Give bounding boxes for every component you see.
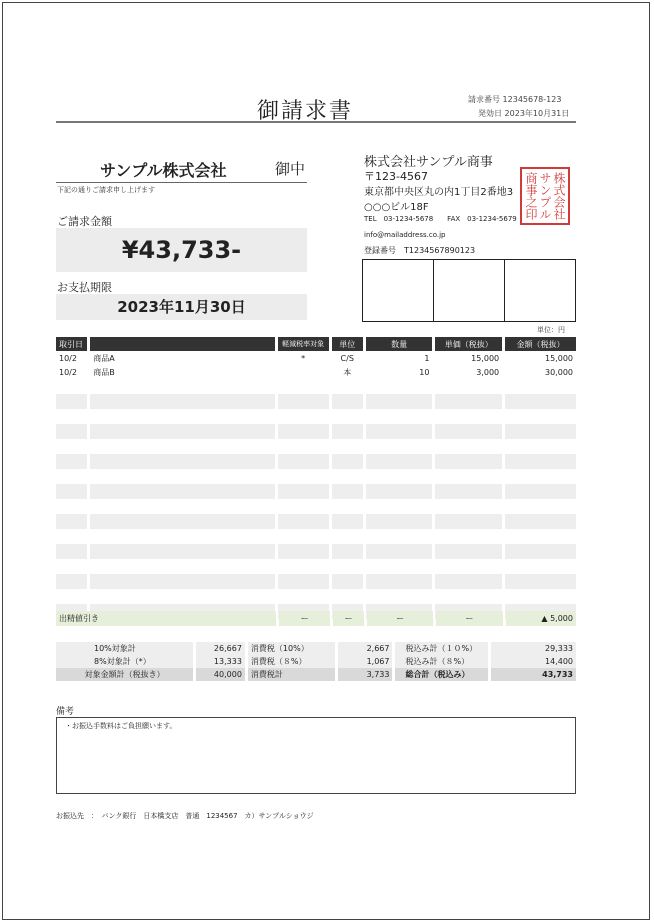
summary-label: 8%対象計（*） bbox=[56, 655, 193, 668]
due-label: お支払期限 bbox=[57, 281, 112, 294]
cell-amount: 30,000 bbox=[545, 367, 573, 377]
issue-date-label: 発効日 bbox=[478, 109, 502, 118]
empty-cell bbox=[56, 424, 87, 439]
invoice-number bbox=[468, 94, 561, 105]
empty-cell bbox=[332, 454, 363, 469]
empty-table-row bbox=[56, 394, 576, 409]
col-header-reduced-tax: 軽減税率対象 bbox=[278, 337, 329, 351]
discount-amount: ▲ 5,000 bbox=[506, 611, 576, 626]
blank-rows bbox=[56, 379, 576, 619]
empty-cell bbox=[56, 514, 87, 529]
bank-transfer-info: お振込先 ： バンク銀行 日本橋支店 普通 1234567 カ）サンプルショウジ bbox=[56, 812, 314, 820]
spacer-cell bbox=[505, 499, 576, 514]
spacer-cell bbox=[278, 559, 329, 574]
spacer-cell bbox=[366, 469, 433, 484]
empty-cell bbox=[90, 394, 274, 409]
spacer-cell bbox=[366, 499, 433, 514]
empty-cell bbox=[278, 574, 329, 589]
header-divider bbox=[56, 121, 576, 123]
empty-cell bbox=[435, 454, 502, 469]
spacer-row bbox=[56, 559, 576, 574]
summary-row bbox=[56, 655, 576, 668]
summary-label: 消費税（８%） bbox=[248, 655, 335, 668]
spacer-row bbox=[56, 529, 576, 544]
cell-unit: C/S bbox=[340, 353, 354, 363]
items-header-row bbox=[56, 337, 576, 351]
grand-total-label: 総合計（税込み） bbox=[395, 668, 488, 681]
issuer-email: info@mailaddress.co.jp bbox=[364, 231, 446, 239]
col-header-unit-price: 単価（税抜） bbox=[435, 337, 502, 351]
empty-table-row bbox=[56, 514, 576, 529]
approval-stamp-boxes bbox=[362, 259, 576, 322]
spacer-cell bbox=[505, 559, 576, 574]
empty-cell bbox=[332, 394, 363, 409]
empty-cell bbox=[505, 484, 576, 499]
cell-item: 商品B bbox=[93, 367, 115, 377]
empty-cell bbox=[278, 424, 329, 439]
spacer-cell bbox=[278, 529, 329, 544]
spacer-cell bbox=[366, 379, 433, 394]
spacer-cell bbox=[505, 529, 576, 544]
cell-unit-price: 3,000 bbox=[476, 367, 500, 377]
empty-cell bbox=[56, 544, 87, 559]
spacer-cell bbox=[435, 409, 502, 424]
spacer-cell bbox=[332, 499, 363, 514]
spacer-cell bbox=[332, 439, 363, 454]
spacer-cell bbox=[435, 469, 502, 484]
client-honorific: 御中 bbox=[275, 160, 306, 178]
summary-value: 13,333 bbox=[196, 655, 245, 668]
discount-dash: ー bbox=[279, 611, 330, 626]
empty-cell bbox=[278, 544, 329, 559]
empty-cell bbox=[90, 484, 274, 499]
spacer-cell bbox=[332, 379, 363, 394]
discount-table-row bbox=[56, 611, 576, 626]
spacer-cell bbox=[90, 439, 274, 454]
cell-date: 10/2 bbox=[59, 367, 77, 377]
summary-label: 税込み計（８%） bbox=[395, 655, 488, 668]
issuer-name: 株式会社サンプル商事 bbox=[364, 155, 493, 170]
empty-cell bbox=[505, 544, 576, 559]
spacer-cell bbox=[435, 559, 502, 574]
spacer-row bbox=[56, 409, 576, 424]
document-title: 御請求書 bbox=[257, 99, 354, 124]
empty-cell bbox=[90, 544, 274, 559]
col-header-unit: 単位 bbox=[332, 337, 363, 351]
remarks-text: ・お振込手数料はご負担願います。 bbox=[65, 722, 177, 730]
amount-label: ご請求金額 bbox=[57, 215, 112, 228]
spacer-cell bbox=[435, 379, 502, 394]
table-row bbox=[56, 351, 576, 365]
discount-label: 出精値引き bbox=[56, 611, 276, 626]
summary-label: 消費税計 bbox=[248, 668, 335, 681]
due-date: 2023年11月30日 bbox=[56, 294, 307, 320]
empty-cell bbox=[366, 424, 433, 439]
invoice-amount: ¥43,733- bbox=[56, 228, 307, 272]
spacer-cell bbox=[332, 469, 363, 484]
empty-cell bbox=[332, 544, 363, 559]
remarks-box bbox=[56, 717, 576, 794]
spacer-cell bbox=[56, 409, 87, 424]
empty-cell bbox=[505, 514, 576, 529]
discount-dash: ー bbox=[436, 611, 502, 626]
spacer-cell bbox=[366, 439, 433, 454]
empty-cell bbox=[366, 484, 433, 499]
spacer-row bbox=[56, 499, 576, 514]
empty-table-row bbox=[56, 544, 576, 559]
empty-cell bbox=[332, 424, 363, 439]
issuer-tel-fax: TEL 03-1234-5678 FAX 03-1234-5679 bbox=[364, 215, 517, 223]
client-underline bbox=[56, 182, 307, 183]
discount-dash: ー bbox=[367, 611, 433, 626]
summary-label: 対象金額計（税抜き） bbox=[56, 668, 193, 681]
spacer-cell bbox=[90, 409, 274, 424]
spacer-row bbox=[56, 589, 576, 604]
empty-cell bbox=[366, 394, 433, 409]
spacer-row bbox=[56, 439, 576, 454]
empty-cell bbox=[90, 514, 274, 529]
approval-box bbox=[434, 260, 505, 321]
empty-cell bbox=[435, 394, 502, 409]
spacer-cell bbox=[90, 529, 274, 544]
spacer-cell bbox=[435, 439, 502, 454]
remarks-label: 備考 bbox=[56, 707, 75, 717]
spacer-cell bbox=[278, 409, 329, 424]
seal-text-1: 株式会社 bbox=[552, 172, 566, 220]
cell-unit-price: 15,000 bbox=[471, 353, 500, 363]
spacer-cell bbox=[90, 379, 274, 394]
empty-table-row bbox=[56, 454, 576, 469]
cell-reduced-tax: * bbox=[301, 353, 306, 363]
spacer-cell bbox=[332, 559, 363, 574]
empty-table-row bbox=[56, 424, 576, 439]
spacer-cell bbox=[366, 529, 433, 544]
empty-cell bbox=[56, 454, 87, 469]
spacer-cell bbox=[56, 589, 87, 604]
tax-summary-table bbox=[53, 642, 579, 681]
empty-cell bbox=[278, 394, 329, 409]
spacer-row bbox=[56, 379, 576, 394]
issuer-registration: 登録番号 T1234567890123 bbox=[364, 246, 476, 255]
col-header-date: 取引日 bbox=[56, 337, 87, 351]
empty-cell bbox=[435, 544, 502, 559]
issuer-address: 東京都中央区丸の内1丁目2番地3 bbox=[364, 187, 514, 198]
empty-cell bbox=[505, 394, 576, 409]
company-seal-stamp bbox=[520, 167, 570, 225]
cell-unit: 本 bbox=[343, 367, 352, 377]
empty-cell bbox=[435, 574, 502, 589]
summary-value: 3,733 bbox=[338, 668, 393, 681]
summary-value: 1,067 bbox=[338, 655, 393, 668]
cell-reduced-tax bbox=[278, 365, 329, 379]
empty-cell bbox=[90, 454, 274, 469]
cell-item: 商品A bbox=[93, 353, 115, 363]
summary-value: 14,400 bbox=[491, 655, 576, 668]
empty-cell bbox=[505, 454, 576, 469]
empty-cell bbox=[332, 574, 363, 589]
issuer-building: ○○○ビル18F bbox=[364, 202, 429, 213]
spacer-cell bbox=[505, 379, 576, 394]
empty-table-row bbox=[56, 484, 576, 499]
empty-cell bbox=[435, 514, 502, 529]
cell-quantity: 1 bbox=[424, 353, 430, 363]
spacer-cell bbox=[90, 559, 274, 574]
spacer-cell bbox=[332, 529, 363, 544]
spacer-cell bbox=[56, 559, 87, 574]
discount-row bbox=[53, 611, 579, 626]
spacer-cell bbox=[332, 409, 363, 424]
cell-date: 10/2 bbox=[59, 353, 77, 363]
spacer-cell bbox=[278, 379, 329, 394]
summary-label: 税込み計（１０%） bbox=[395, 642, 488, 655]
spacer-cell bbox=[505, 469, 576, 484]
empty-cell bbox=[278, 454, 329, 469]
summary-label: 10%対象計 bbox=[56, 642, 193, 655]
col-header-item bbox=[90, 337, 274, 351]
summary-value: 29,333 bbox=[491, 642, 576, 655]
issue-date-value: 2023年10月31日 bbox=[504, 109, 570, 118]
spacer-cell bbox=[278, 499, 329, 514]
empty-cell bbox=[435, 484, 502, 499]
empty-cell bbox=[332, 514, 363, 529]
table-row bbox=[56, 365, 576, 379]
summary-value: 2,667 bbox=[338, 642, 393, 655]
approval-box bbox=[363, 260, 434, 321]
spacer-cell bbox=[332, 589, 363, 604]
col-header-amount: 金額（税抜） bbox=[505, 337, 576, 351]
spacer-cell bbox=[505, 409, 576, 424]
spacer-cell bbox=[435, 589, 502, 604]
empty-cell bbox=[278, 514, 329, 529]
spacer-cell bbox=[56, 499, 87, 514]
empty-cell bbox=[366, 544, 433, 559]
items-table bbox=[53, 337, 579, 619]
col-header-quantity: 数量 bbox=[366, 337, 433, 351]
unit-note: 単位：円 bbox=[537, 326, 565, 334]
client-name: サンプル株式会社 bbox=[100, 161, 227, 180]
spacer-cell bbox=[56, 469, 87, 484]
empty-table-row bbox=[56, 574, 576, 589]
summary-row bbox=[56, 642, 576, 655]
summary-label: 消費税（10%） bbox=[248, 642, 335, 655]
spacer-cell bbox=[435, 499, 502, 514]
empty-cell bbox=[366, 454, 433, 469]
empty-cell bbox=[56, 484, 87, 499]
spacer-cell bbox=[366, 559, 433, 574]
spacer-cell bbox=[90, 499, 274, 514]
spacer-cell bbox=[366, 589, 433, 604]
seal-text-3: 商事之印 bbox=[524, 172, 538, 220]
spacer-cell bbox=[278, 469, 329, 484]
spacer-cell bbox=[435, 529, 502, 544]
spacer-cell bbox=[90, 589, 274, 604]
empty-cell bbox=[366, 574, 433, 589]
spacer-cell bbox=[56, 529, 87, 544]
empty-cell bbox=[90, 424, 274, 439]
empty-cell bbox=[332, 484, 363, 499]
invoice-number-label: 請求番号 bbox=[468, 95, 500, 104]
empty-cell bbox=[90, 574, 274, 589]
spacer-cell bbox=[90, 469, 274, 484]
spacer-cell bbox=[366, 409, 433, 424]
grand-total-value: 43,733 bbox=[491, 668, 576, 681]
empty-cell bbox=[366, 514, 433, 529]
invoice-number-value: 12345678-123 bbox=[502, 95, 562, 104]
cell-quantity: 10 bbox=[419, 367, 430, 377]
spacer-row bbox=[56, 469, 576, 484]
issue-date bbox=[478, 108, 569, 119]
empty-cell bbox=[435, 424, 502, 439]
seal-text-2: サンプル bbox=[538, 172, 552, 220]
spacer-cell bbox=[505, 439, 576, 454]
approval-box bbox=[505, 260, 575, 321]
empty-cell bbox=[505, 574, 576, 589]
intro-text: 下記の通りご請求申し上げます bbox=[57, 186, 155, 194]
spacer-cell bbox=[278, 589, 329, 604]
summary-value: 26,667 bbox=[196, 642, 245, 655]
empty-cell bbox=[56, 394, 87, 409]
discount-dash: ー bbox=[333, 611, 364, 626]
spacer-cell bbox=[56, 379, 87, 394]
summary-total-row bbox=[56, 668, 576, 681]
spacer-cell bbox=[56, 439, 87, 454]
spacer-cell bbox=[278, 439, 329, 454]
spacer-cell bbox=[505, 589, 576, 604]
summary-value: 40,000 bbox=[196, 668, 245, 681]
empty-cell bbox=[278, 484, 329, 499]
cell-amount: 15,000 bbox=[545, 353, 573, 363]
empty-cell bbox=[505, 424, 576, 439]
issuer-postal: 〒123-4567 bbox=[364, 170, 428, 183]
empty-cell bbox=[56, 574, 87, 589]
